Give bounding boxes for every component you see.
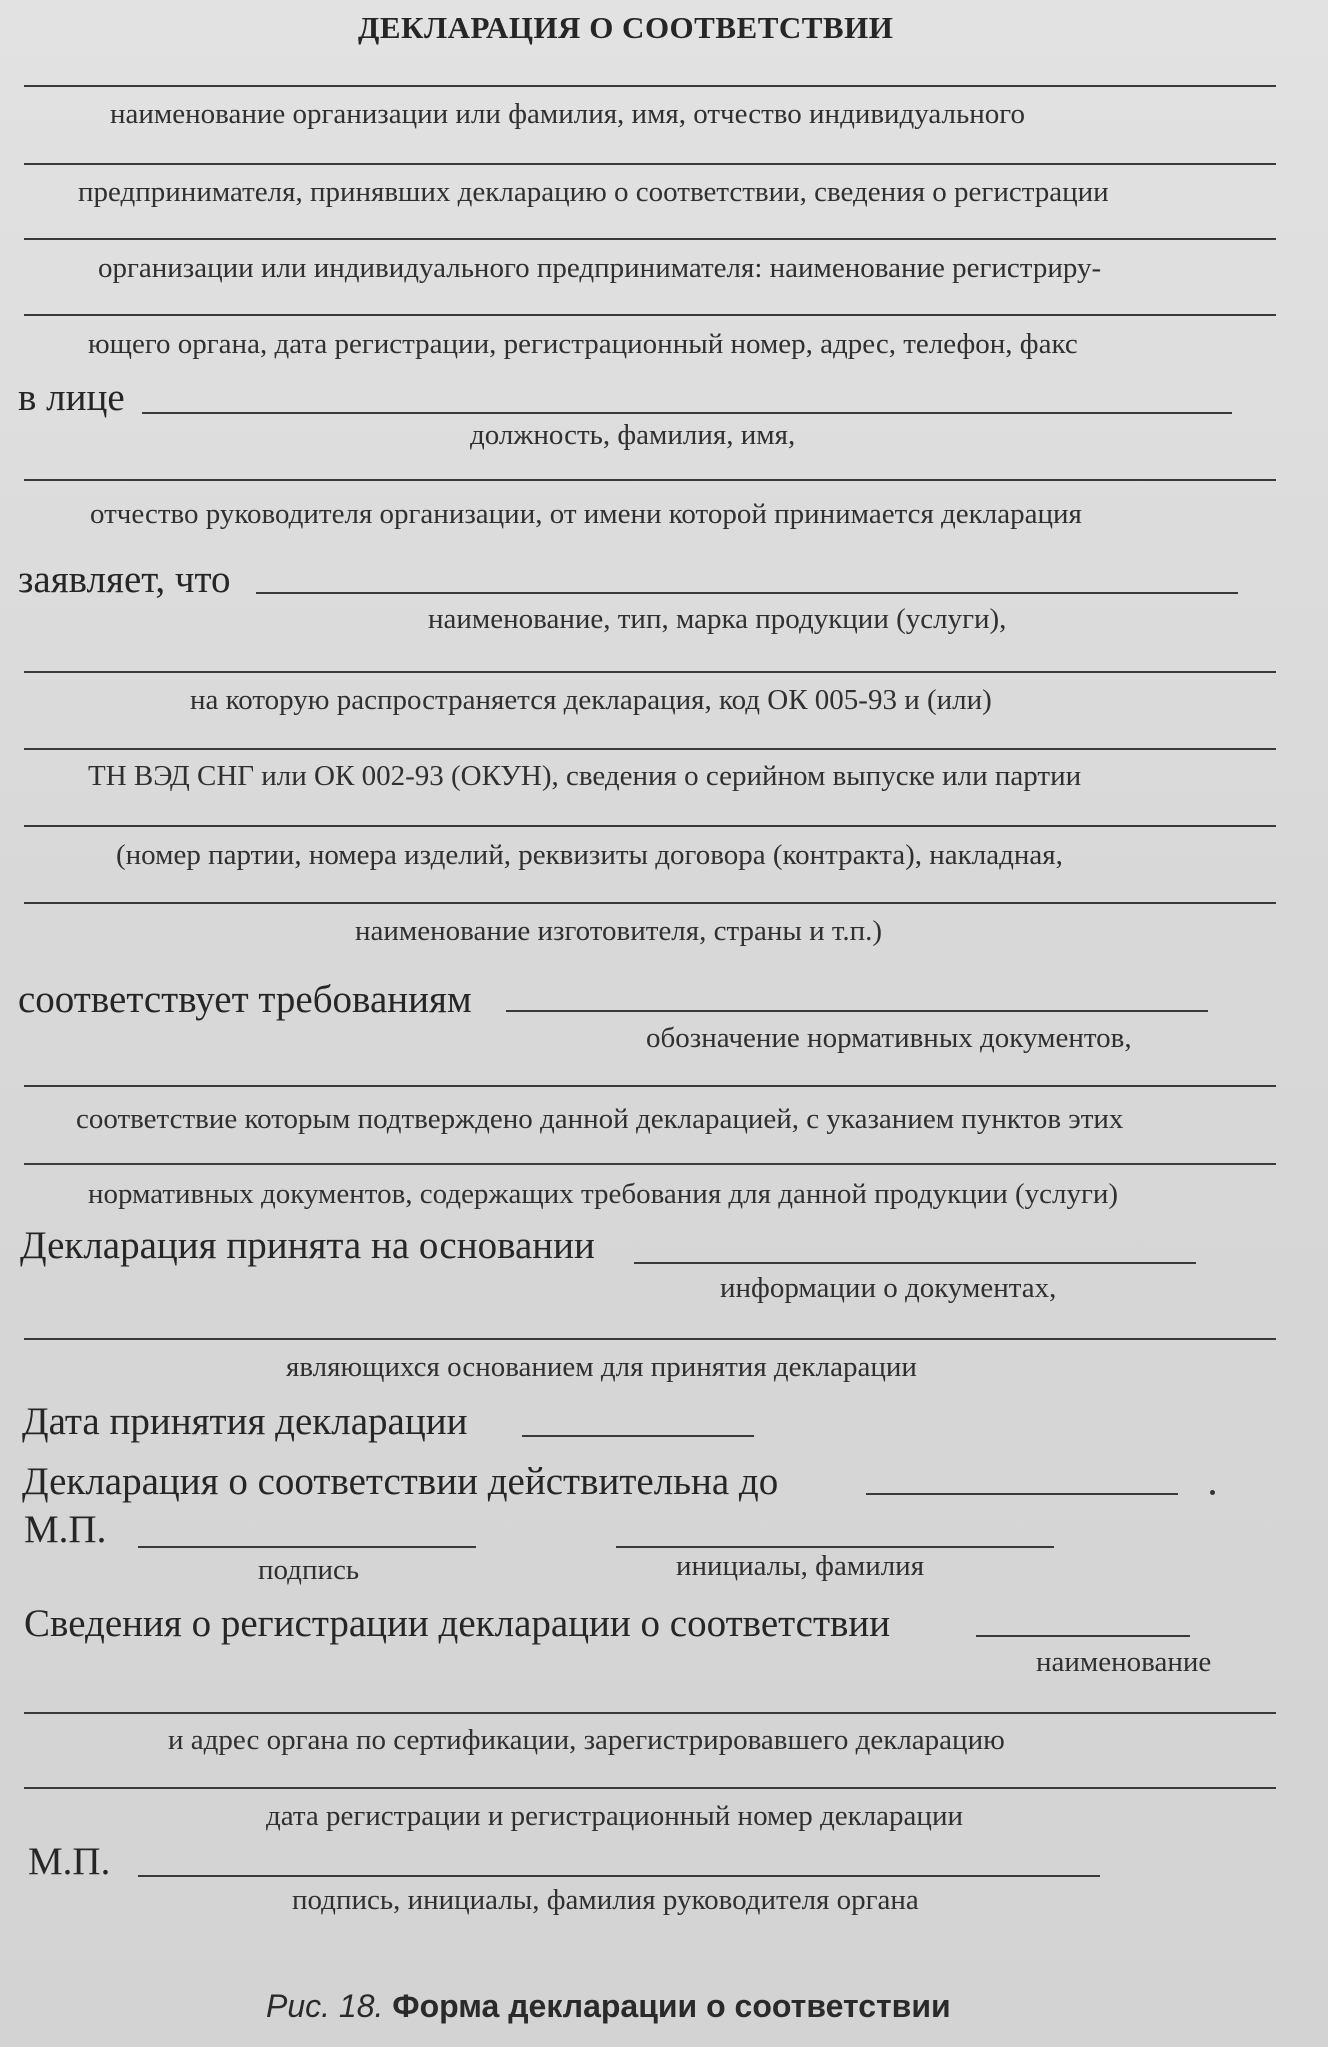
fill-line-in-person[interactable]: [142, 412, 1232, 414]
fill-line[interactable]: [24, 238, 1276, 240]
fill-line[interactable]: [24, 1085, 1276, 1087]
fill-line[interactable]: [24, 671, 1276, 673]
fill-line[interactable]: [24, 1338, 1276, 1340]
field-caption: являющихся основанием для принятия декларации: [286, 1351, 917, 1383]
fill-line-signature[interactable]: [138, 1546, 476, 1548]
label-seal-2: М.П.: [28, 1840, 111, 1883]
fill-line-declares[interactable]: [256, 592, 1238, 594]
field-caption: (номер партии, номера изделий, реквизиты договора (контракта), накладная,: [116, 839, 1063, 871]
figure-title: Форма декларации о соответствии: [392, 1988, 951, 2024]
field-caption: на которую распространяется декларация, код ОК 005-93 и (или): [190, 684, 992, 716]
field-caption: нормативных документов, содержащих требования для данной продукции (услуги): [88, 1178, 1119, 1210]
fill-line[interactable]: [24, 748, 1276, 750]
field-caption: и адрес органа по сертификации, зарегистрировавшего декларацию: [168, 1724, 1005, 1756]
field-caption-initials: инициалы, фамилия: [676, 1550, 925, 1582]
fill-line-registration[interactable]: [976, 1635, 1190, 1637]
label-in-person: в лице: [18, 376, 125, 419]
fill-line-complies[interactable]: [506, 1010, 1208, 1012]
label-seal-1: М.П.: [24, 1508, 107, 1551]
field-caption: предпринимателя, принявших декларацию о соответствии, сведения о регистрации: [78, 176, 1109, 208]
field-caption: отчество руководителя организации, от имени которой принимается декларация: [90, 498, 1082, 530]
fill-line[interactable]: [24, 85, 1276, 87]
field-caption: организации или индивидуального предпринимателя: наименование регистриру-: [98, 252, 1102, 284]
period-mark: [1210, 1490, 1215, 1495]
field-caption: ТН ВЭД СНГ или ОК 002-93 (ОКУН), сведения о серийном выпуске или партии: [88, 760, 1082, 792]
field-caption: дата регистрации и регистрационный номер декларации: [266, 1800, 963, 1832]
field-caption: обозначение нормативных документов,: [646, 1022, 1132, 1054]
fill-line[interactable]: [24, 479, 1276, 481]
field-caption: ющего органа, дата регистрации, регистрационный номер, адрес, телефон, факс: [88, 328, 1078, 360]
label-based-on: Декларация принята на основании: [20, 1224, 595, 1267]
figure-caption: [266, 1990, 951, 2022]
field-caption: соответствие которым подтверждено данной декларацией, с указанием пунктов этих: [76, 1103, 1124, 1135]
field-caption: информации о документах,: [720, 1272, 1057, 1304]
fill-line[interactable]: [24, 902, 1276, 904]
figure-number: Рис. 18.: [266, 1988, 384, 2024]
fill-line-initials[interactable]: [616, 1546, 1054, 1548]
fill-line[interactable]: [24, 1712, 1276, 1714]
fill-line[interactable]: [24, 163, 1276, 165]
field-caption: должность, фамилия, имя,: [470, 419, 796, 451]
fill-line-valid-until[interactable]: [866, 1493, 1178, 1495]
field-caption-signature: подпись: [258, 1554, 360, 1586]
field-caption: подпись, инициалы, фамилия руководителя органа: [292, 1884, 919, 1916]
label-valid-until: Декларация о соответствии действительна до: [22, 1460, 779, 1503]
fill-line[interactable]: [24, 825, 1276, 827]
field-caption: наименование организации или фамилия, имя, отчество индивидуального: [110, 98, 1025, 130]
field-caption: наименование изготовителя, страны и т.п.): [355, 915, 883, 947]
form-title: ДЕКЛАРАЦИЯ О СООТВЕТСТВИИ: [358, 10, 894, 45]
label-adoption-date: Дата принятия декларации: [22, 1400, 468, 1443]
fill-line-based-on[interactable]: [634, 1262, 1196, 1264]
field-caption: наименование: [1036, 1646, 1212, 1678]
fill-line[interactable]: [24, 1787, 1276, 1789]
label-registration: Сведения о регистрации декларации о соответствии: [24, 1602, 891, 1645]
label-complies: соответствует требованиям: [18, 978, 472, 1021]
label-declares: заявляет, что: [18, 558, 231, 601]
fill-line-adoption-date[interactable]: [522, 1435, 754, 1437]
fill-line[interactable]: [24, 314, 1276, 316]
field-caption: наименование, тип, марка продукции (услуги),: [428, 603, 1007, 635]
fill-line-head-signature[interactable]: [138, 1875, 1100, 1877]
fill-line[interactable]: [24, 1163, 1276, 1165]
